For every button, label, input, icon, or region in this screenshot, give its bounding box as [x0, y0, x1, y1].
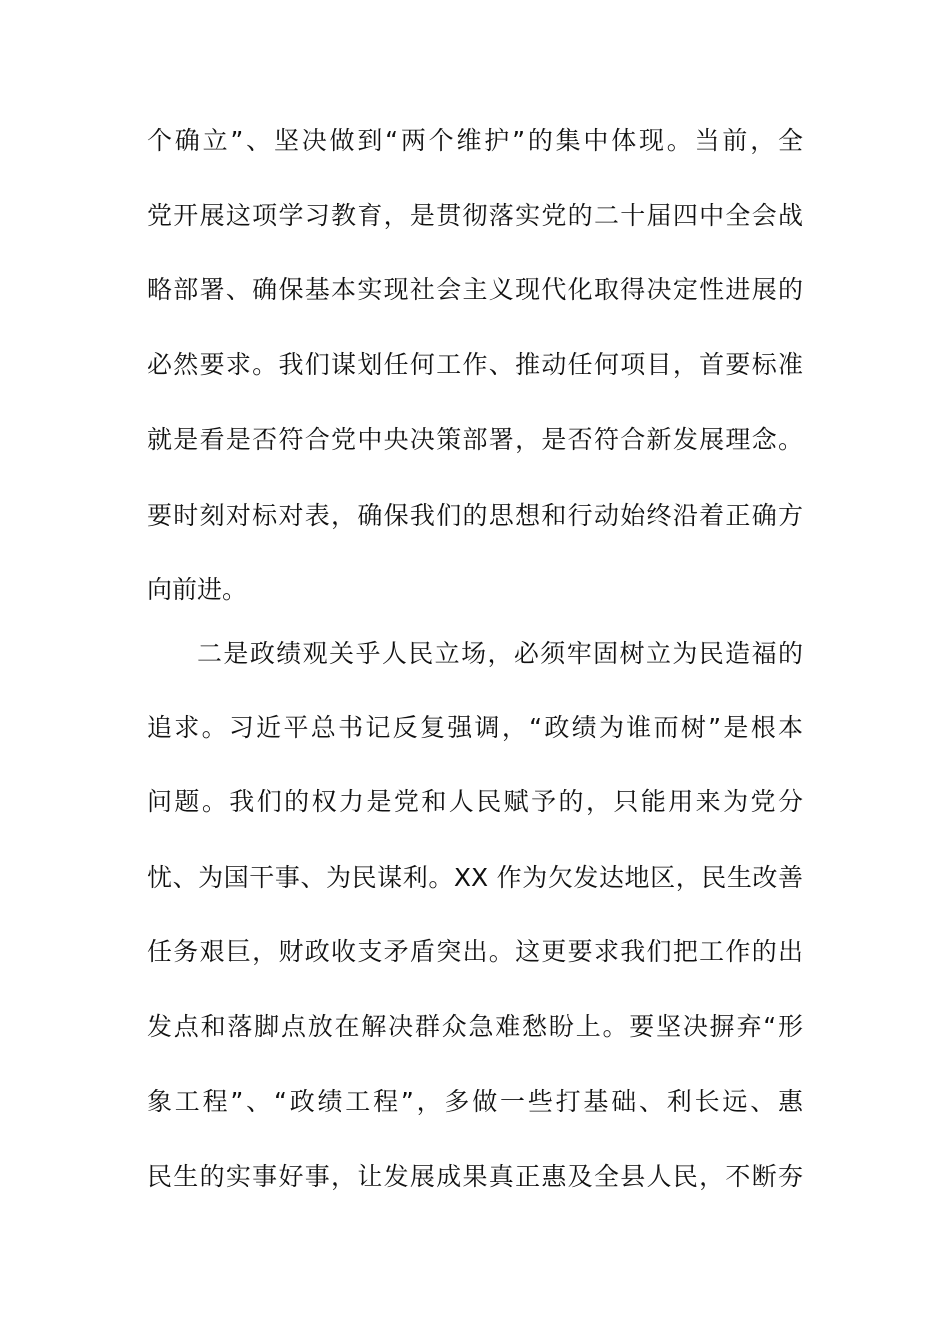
text-line: 向前进。 [147, 575, 248, 604]
text-line: 象工程”、“政绩工程”，多做一些打基础、利长远、惠 [147, 1087, 803, 1116]
text-line: 党开展这项学习教育，是贯彻落实党的二十届四中全会战 [147, 201, 803, 230]
text-line: 就是看是否符合党中央决策部署，是否符合新发展理念。 [147, 425, 803, 454]
paragraph-first-line: 二是政绩观关乎人民立场，必须牢固树立为民造福的 [197, 639, 803, 668]
text-line: 追求。习近平总书记反复强调，“政绩为谁而树”是根本 [147, 713, 803, 742]
text-line: 略部署、确保基本实现社会主义现代化取得决定性进展的 [147, 275, 803, 304]
text-line: 必然要求。我们谋划任何工作、推动任何项目，首要标准 [147, 350, 803, 379]
text-line: 忧、为国干事、为民谋利。XX 作为欠发达地区，民生改善 [147, 863, 803, 892]
text-line: 要时刻对标对表，确保我们的思想和行动始终沿着正确方 [147, 501, 803, 530]
text-line: 发点和落脚点放在解决群众急难愁盼上。要坚决摒弃“形 [147, 1012, 803, 1041]
text-line: 问题。我们的权力是党和人民赋予的，只能用来为党分 [147, 787, 803, 816]
text-line: 个确立”、坚决做到“两个维护”的集中体现。当前，全 [147, 126, 803, 155]
text-line: 民生的实事好事，让发展成果真正惠及全县人民，不断夯 [147, 1162, 803, 1191]
text-line: 任务艰巨，财政收支矛盾突出。这更要求我们把工作的出 [147, 937, 803, 966]
